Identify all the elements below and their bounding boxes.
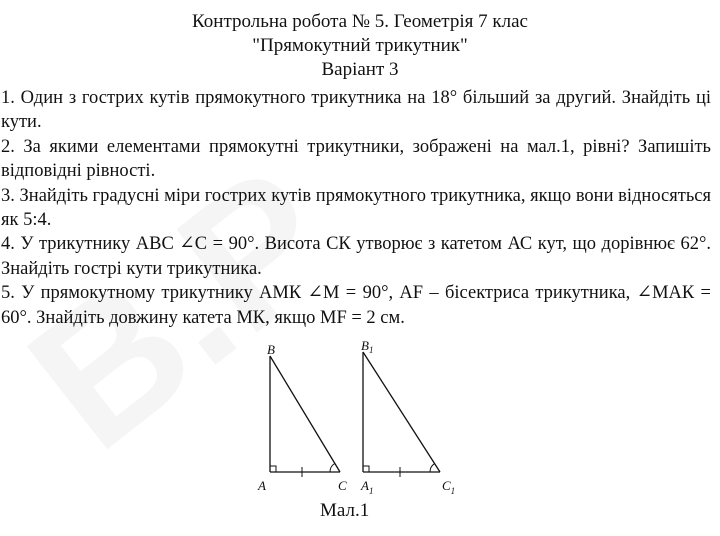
figure-caption: Мал.1 <box>320 500 370 521</box>
problem-3: 3. Знайдіть градусні міри гострих кутів прямокутного трикутника, якщо вони відносяться як 5:4. <box>1 185 711 231</box>
label-a: A <box>258 478 266 493</box>
problem-4: 4. У трикутнику АВС ∠С = 90°. Висота СК утворює з катетом АС кут, що дорівнює 62°. Знайдіть гострі кути трикутника. <box>1 234 711 279</box>
problem-1: 1. Один з гострих кутів прямокутного трикутника на 18° більший за другий. Знайдіть ці кути. <box>1 88 711 133</box>
document-subtitle: "Прямокутний трикутник" <box>252 35 468 56</box>
label-a1: $A_1$ <box>361 478 374 496</box>
angle-arc-c1 <box>430 464 435 472</box>
label-b: B <box>267 342 275 357</box>
problem-list <box>1 86 711 330</box>
hypotenuse-b1c1 <box>363 352 440 472</box>
hypotenuse-bc <box>270 356 340 472</box>
document-header <box>0 10 720 82</box>
triangle-a1b1c1 <box>363 352 440 477</box>
angle-arc-c <box>330 464 335 473</box>
right-angle-mark <box>270 466 276 472</box>
label-c: C <box>338 478 347 493</box>
label-b1: $B_1$ <box>361 338 374 355</box>
variant-label: Варіант 3 <box>321 59 399 80</box>
problem-2: 2. За якими елементами прямокутні трикутники, зображені на мал.1, рівні? Запишіть відповідні рівності. <box>1 136 711 182</box>
triangle-abc <box>270 356 340 477</box>
problem-5: 5. У прямокутному трикутнику АМК ∠М = 90°, AF – бісектриса трикутника, ∠МАК = 60°. Знайдіть довжину катета МК, якщо MF = 2 см. <box>1 283 711 328</box>
right-angle-mark-2 <box>363 466 369 472</box>
label-c1: $C_1$ <box>442 478 456 496</box>
document-title: Контрольна робота № 5. Геометрія 7 клас <box>192 11 528 32</box>
